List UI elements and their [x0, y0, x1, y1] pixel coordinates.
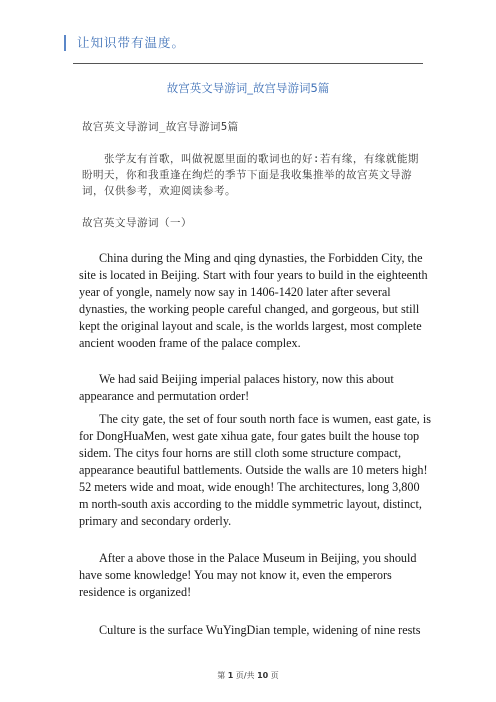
paragraph-1: China during the Ming and qing dynasties, the Forbidden City, the site is located in Beijing. Start with four years to build in the eighteenth year of yongle, namely now say in 1406-1420 later after several dynasties, the working people careful changed, and gorgeous, but still kept the original layout and scale, is the worlds largest, most complete ancient wooden frame of the palace complex.	[79, 251, 428, 350]
intro-paragraph: 张学友有首歌，叫做祝愿里面的歌词也的好:若有缘，有缘就能期盼明天，你和我重逢在绚烂的季节下面是我收集推举的故宫英文导游词，仅供参考，欢迎阅读参考。	[82, 153, 419, 197]
header-divider	[73, 63, 423, 64]
header-slogan: 让知识带有温度。	[77, 35, 186, 50]
document-title: 故宫英文导游词_故宫导游词5篇	[166, 81, 330, 95]
footer-prefix: 第	[217, 671, 226, 680]
document-subtitle: 故宫英文导游词_故宫导游词5篇	[82, 121, 239, 133]
paragraph-5: Culture is the surface WuYingDian temple, widening of nine rests	[99, 623, 421, 637]
paragraph-2: We had said Beijing imperial palaces history, now this about appearance and permutation order!	[79, 372, 394, 403]
header-accent-bar	[64, 35, 66, 51]
paragraph-4: After a above those in the Palace Museum in Beijing, you should have some knowledge! You may not know it, even the emperors residence is organized!	[79, 551, 417, 599]
page-footer	[0, 670, 496, 682]
footer-suffix: 页	[270, 671, 279, 680]
total-page-count: 10	[257, 671, 269, 680]
current-page-number: 1	[227, 671, 234, 680]
paragraph-3: The city gate, the set of four south north face is wumen, east gate, is for DongHuaMen, west gate xihua gate, four gates built the house top sidem. The citys four horns are still cloth some structure compact, appearance beautiful battlements. Outside the walls are 10 meters high! 52 meters wide and moat, wide enough! The architectures, long 3,800 m north-south axis according to the middle symmetric layout, distinct, primary and secondary orderly.	[79, 412, 432, 528]
section-heading: 故宫英文导游词（一）	[82, 217, 192, 229]
footer-middle: 页/共	[235, 671, 255, 680]
